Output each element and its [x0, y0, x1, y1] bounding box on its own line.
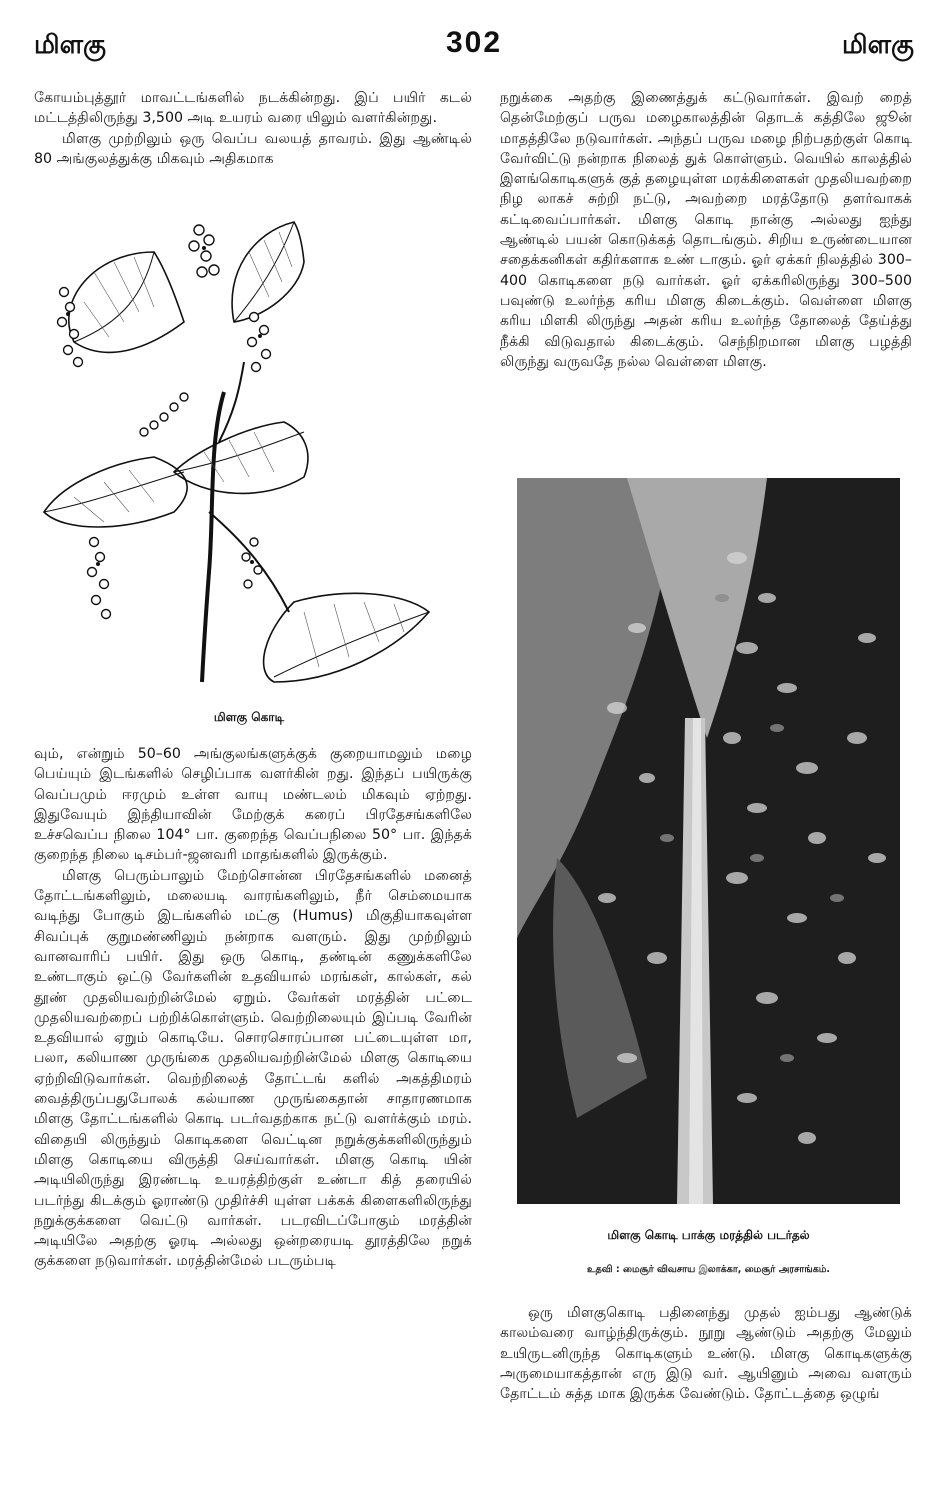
figure-caption-right: மிளகு கொடி பாக்கு மரத்தில் படர்தல்: [607, 1228, 810, 1242]
paragraph: நறுக்கை அதற்கு இணைத்துக் கட்டுவார்கள். இவற் றைத் தென்மேற்குப் பருவ மழைகாலத்தின் தொடக் கத்திலே ஜூன் மாதத்திலே நடுவார்கள். அந்தப் பருவ மழை நிற்பதற்குள் கொடி வேர்விட்டு நன்றாக நிலைத் துக் கொள்ளும். வெயில் காலத்தில் இளங்கொடிகளுக் குத் தழையுள்ள மரக்கிளைகள் முதலியவற்றை நிழ லாகச் சுற்றி நட்டு, அவற்றை மரத்தோடு தளர்வாகக் கட்டிவைப்பார்கள். மிளகு கொடி நான்கு அல்லது ஐந்து ஆண்டில் பயன் கொடுக்கத் தொடங்கும். சிறிய உருண்டையான சதைக்கனிகள் கதிர்களாக உண் டாகும். ஓர் ஏக்கர் நிலத்தில் 300–400 கொடிகளை நடு வார்கள். ஓர் ஏக்கரிலிருந்து 300–500 பவுண்டு உலர்ந்த கரிய மிளகு கிடைக்கும். வெள்ளை மிளகு கரிய மிளகி லிருந்து அதன் கரிய உலர்ந்த தோலைத் தேய்த்து நீக்கி விடுவதால் கிடைக்கும். செந்நிறமான மிளகு பழத்தி லிருந்து வருவதே நல்ல வெள்ளை மிளகு.: [500, 90, 912, 370]
right-column-top-text: [500, 88, 912, 372]
right-column-bottom-text: [500, 1303, 912, 1404]
paragraph: ஒரு மிளகுகொடி பதினைந்து முதல் ஐம்பது ஆண்டுக் காலம்வரை வாழ்ந்திருக்கும். நூறு ஆண்டும் அதற்கு மேலும் உயிருடனிருந்த கொடிகளும் உண்டு. மிளகு கொடிகளுக்கு அருமையாகத்தான் எரு இடு வர். ஆயினும் அவை வளரும் தோட்டம் சுத்த மாக இருக்க வேண்டும். தோட்டத்தை ஒழுங்: [500, 1305, 912, 1403]
left-column-top-text: [34, 88, 472, 169]
pepper-vine-on-arecanut-photo-icon: [517, 478, 900, 1204]
paragraph: கோயம்புத்தூர் மாவட்டங்களில் நடக்கின்றது. இப் பயிர் கடல் மட்டத்திலிருந்து 3,500 அடி உயரம் வரை யிலும் வளர்கின்றது.: [34, 90, 472, 127]
paragraph: மிளகு பெரும்பாலும் மேற்சொன்ன பிரதேசங்களில் மனைத் தோட்டங்களிலும், மலையடி வாரங்களிலும், நீர் செம்மையாக வடிந்து போகும் இடங்களில் மட்கு (Humus) மிகுதியாகவுள்ள சிவப்புக் குறுமண்ணிலும் நன்றாக வளரும். இது முற்றிலும் வானவாரிப் பயிர். இது ஒரு கொடி, தண்டின் கணுக்களிலே உண்டாகும் ஒட்டு வேர்களின் உதவியால் மரங்கள், கால்கள், கல் தூண் முதலியவற்றின்மேல் ஏறும். வேர்கள் மரத்தின் பட்டை முதலியவற்றைப் பற்றிக்கொள்ளும். வெற்றிலையும் இப்படி வேரின் உதவியால் ஏறும் கொடியே. சொரசொரப்பான பட்டையுள்ள மா, பலா, கலியாண முருங்கை முதலியவற்றின்மேல் மிளகு கொடியை ஏற்றிவிடுவார்கள். வெற்றிலைத் தோட்டங் களில் அகத்திமரம் வைத்திருப்பதுபோலக் கல்யாண முருங்கைதான் சாதாரணமாக மிளகு தோட்டங்களில் கொடி படர்வதற்காக நட்டு வளர்க்கும் மரம். விதையி லிருந்தும் கொடிகளை வெட்டின நறுக்குக்களிலிருந்தும் மிளகு கொடியை விருத்தி செய்வார்கள். மிளகு கொடி யின் அடியிலிருந்து இரண்டடி உயரத்திற்குள் உண்டா கித் தரையில் படர்ந்து கிடக்கும் ஓராண்டு முதிர்ச்சி யுள்ள பக்கக் கிளைகளிலிருந்து நறுக்குக்களை வெட்டு வார்கள். படரவிடப்போகும் மரத்தின் அடியிலே அதற்கு ஓரடி அல்லது ஒன்றரையடி தூரத்திலே நறுக் குக்களை நடுவார்கள். மரத்தின்மேல் படரும்படி: [34, 867, 472, 1270]
pepper-vine-illustration: [34, 212, 464, 692]
paragraph: வும், என்றும் 50–60 அங்குலங்களுக்குக் குறையாமலும் மழை பெய்யும் இடங்களில் செழிப்பாக வளர்கின் றது. இந்தப் பயிருக்கு வெப்பமும் ஈரமும் உள்ள வாயு மண்டலம் மிகவும் ஏற்றது. இதுவேயும் இந்தியாவின் மேற்குக் கரைப் பிரதேசங்களிலே உச்சவெப்ப நிலை 104° பா. குறைந்த வெப்பநிலை 50° பா. இந்தக் குறைந்த நிலை டிசம்பர்-ஜனவரி மாதங்களில் இருக்கும்.: [34, 746, 472, 864]
page-number: 302: [446, 26, 503, 59]
page-header: [34, 26, 914, 66]
running-head-right: மிளகு: [841, 30, 914, 60]
paragraph: மிளகு முற்றிலும் ஒரு வெப்ப வலயத் தாவரம். இது ஆண்டில் 80 அங்குலத்துக்கு மிகவும் அதிகமாக: [34, 130, 472, 167]
photo-credit: உதவி : மைசூர் விவசாய இலாக்கா, மைசூர் அரசாங்கம்.: [586, 1264, 831, 1275]
running-head-left: மிளகு: [34, 30, 107, 60]
left-column-bottom-text: [34, 744, 472, 1272]
pepper-vine-drawing-icon: [34, 212, 464, 692]
figure-caption-left: மிளகு கொடி: [213, 710, 285, 724]
photo-graphic: [517, 478, 900, 1204]
